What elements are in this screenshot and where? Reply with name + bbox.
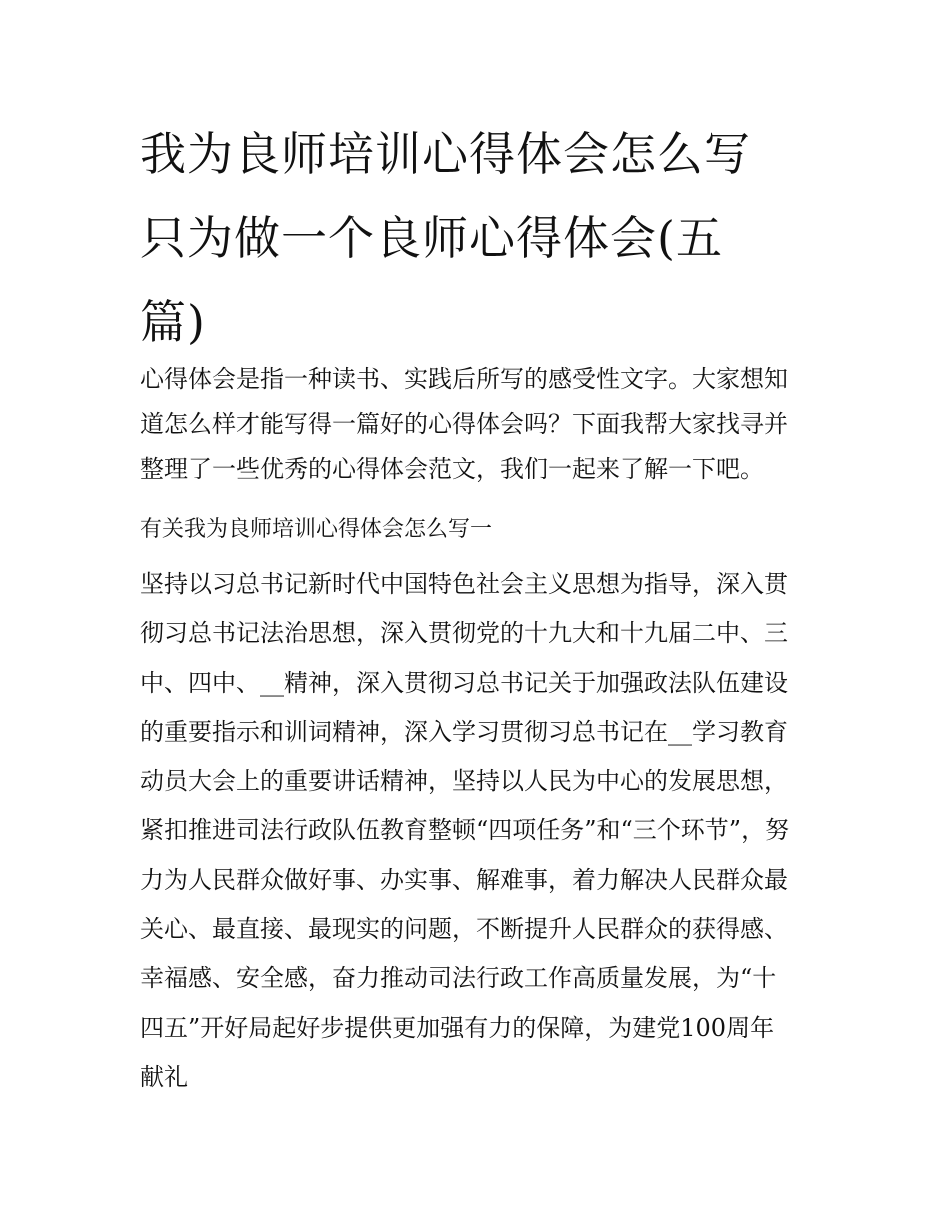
section-line: 力为人民群众做好事、办实事、解难事，着力解决人民群众最 — [140, 865, 788, 894]
intro-line: 道怎么样才能写得一篇好的心得体会吗？下面我帮大家找寻并 — [140, 410, 788, 438]
section-line: 中、四中、__精神，深入贯彻习总书记关于加强政法队伍建设 — [140, 668, 788, 697]
section-line: 的重要指示和训词精神，深入学习贯彻习总书记在__学习教育 — [140, 717, 788, 746]
section-line: 动员大会上的重要讲话精神，坚持以人民为中心的发展思想， — [140, 767, 788, 796]
intro-line: 心得体会是指一种读书、实践后所写的感受性文字。大家想知 — [140, 365, 788, 393]
title-line: 篇) — [140, 295, 206, 349]
section-line: 四五”开好局起好步提供更加强有力的保障，为建党100周年 — [140, 1013, 775, 1042]
section-line: 紧扣推进司法行政队伍教育整顿“四项任务”和“三个环节”，努 — [140, 816, 790, 845]
section-line: 幸福感、安全感，奋力推动司法行政工作高质量发展，为“十 — [140, 964, 777, 993]
section-line: 坚持以习总书记新时代中国特色社会主义思想为指导，深入贯 — [140, 570, 788, 598]
title-line: 我为良师培训心得体会怎么写 — [140, 127, 751, 181]
section-line: 彻习总书记法治思想，深入贯彻党的十九大和十九届二中、三 — [140, 619, 788, 648]
section-line: 关心、最直接、最现实的问题，不断提升人民群众的获得感、 — [140, 915, 788, 944]
section-line: 献礼 — [140, 1062, 188, 1091]
intro-line: 整理了一些优秀的心得体会范文，我们一起来了解一下吧。 — [140, 455, 764, 483]
title-line: 只为做一个良师心得体会(五 — [140, 211, 723, 265]
intro-paragraph — [140, 357, 820, 492]
document-title — [140, 112, 820, 364]
section-heading: 有关我为良师培训心得体会怎么写一 — [140, 517, 493, 542]
section-paragraph — [140, 560, 820, 1102]
